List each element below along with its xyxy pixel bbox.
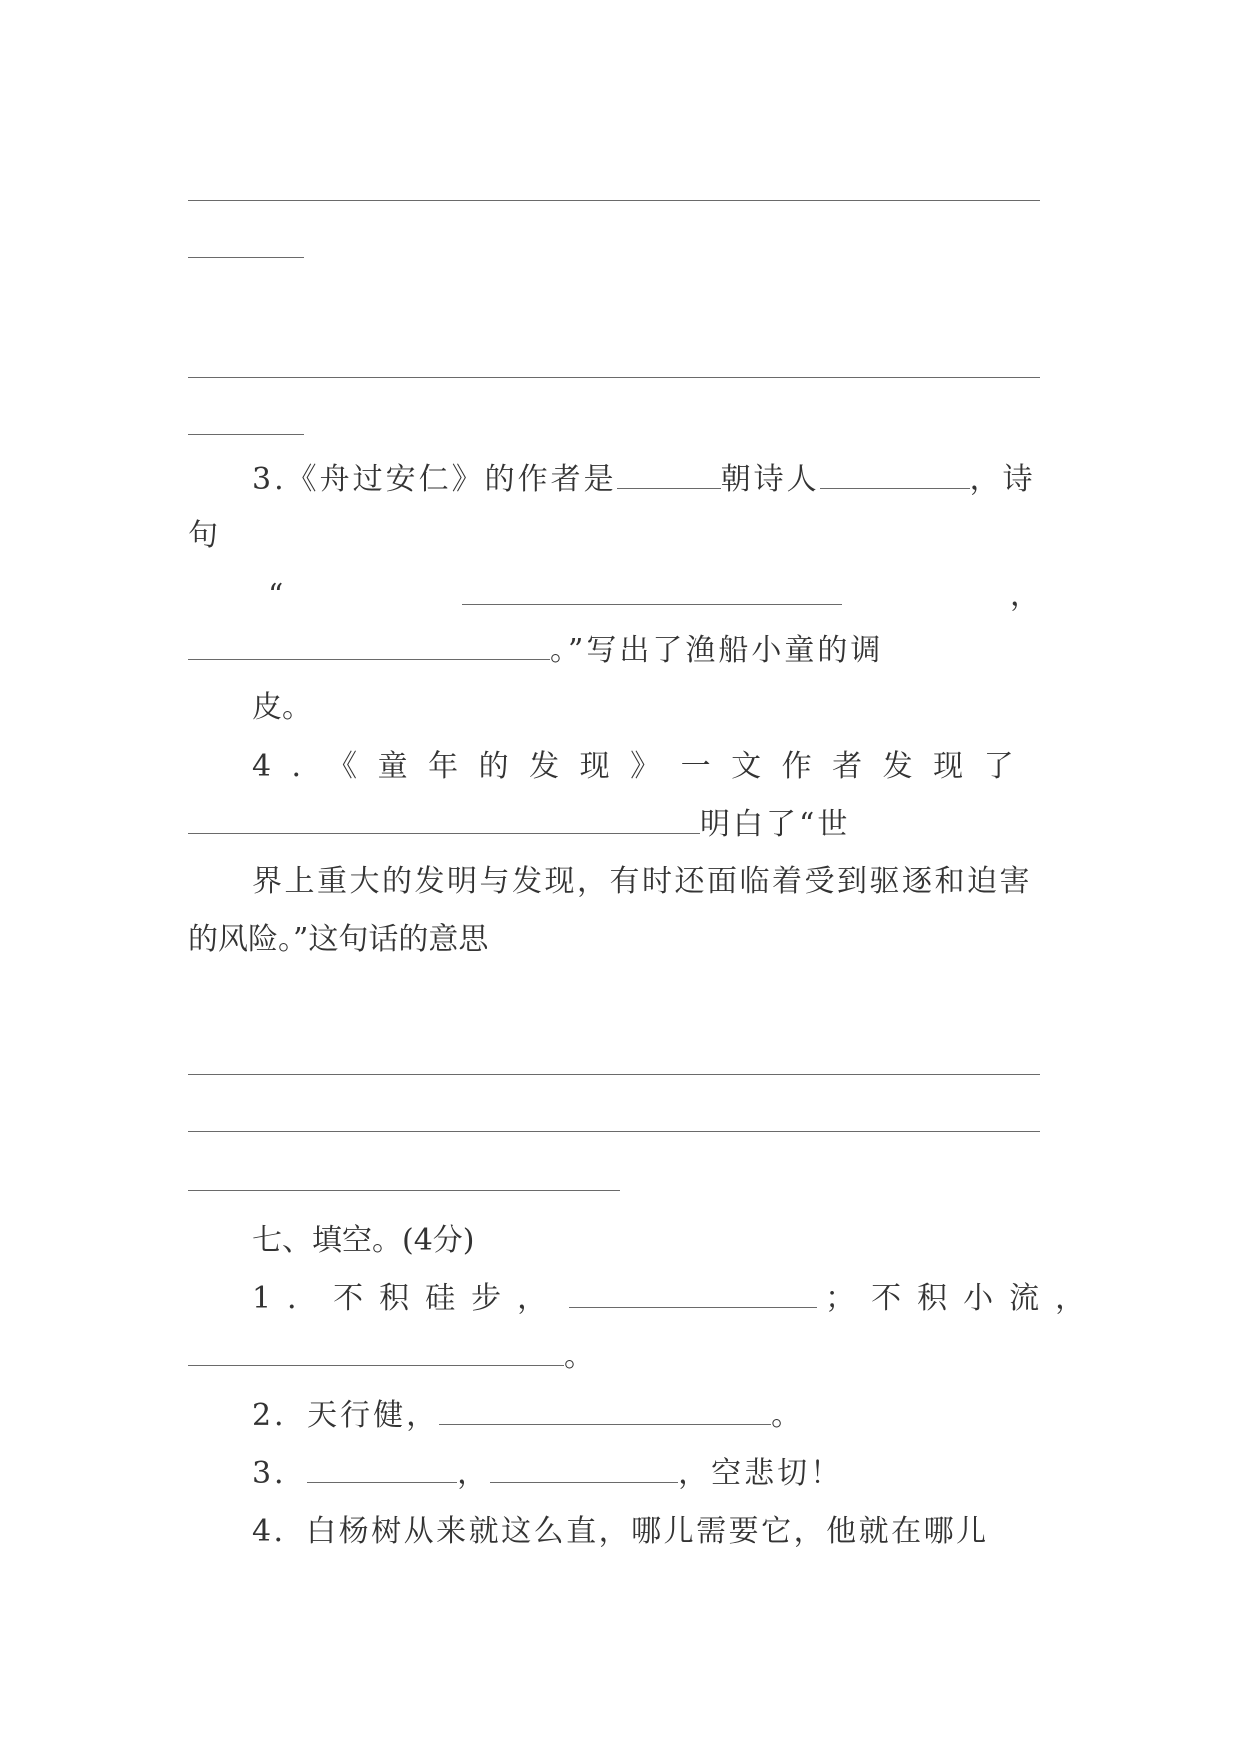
question-3-text: 朝诗人 — [720, 462, 820, 497]
fill-item-1-line-2 — [188, 1337, 594, 1377]
fill-item-3 — [252, 1454, 843, 1494]
question-3-line-5 — [252, 688, 312, 728]
open-quote: “ — [268, 578, 284, 613]
answer-line[interactable] — [188, 257, 304, 258]
question-3-text: 。”写出了渔船小童的调 — [550, 633, 884, 668]
fill-item-text: 。 — [564, 1339, 594, 1374]
fill-item-text: 1．不积硅步， — [252, 1281, 564, 1316]
fill-blank-3[interactable] — [439, 1402, 771, 1425]
fill-item-4 — [252, 1512, 989, 1552]
question-3-line-1 — [252, 460, 1036, 500]
question-3-line-3 — [268, 576, 283, 616]
question-3-text: 皮。 — [252, 690, 312, 725]
answer-line[interactable] — [188, 1074, 1040, 1075]
fill-item-text: ；不积小流， — [825, 1281, 1102, 1316]
question-3-comma — [1010, 576, 1040, 616]
comma: ， — [1010, 578, 1040, 613]
question-4-line-3 — [252, 862, 1032, 902]
fill-item-text: 4．白杨树从来就这么直，哪儿需要它，他就在哪儿 — [252, 1514, 989, 1549]
question-4-text: 明白了“世 — [700, 807, 851, 842]
fill-blank-1[interactable] — [569, 1285, 817, 1308]
fill-blank-2[interactable] — [188, 1343, 564, 1366]
answer-line[interactable] — [188, 1131, 1040, 1132]
question-4-line-4 — [188, 920, 488, 960]
fill-blank-4[interactable] — [307, 1460, 457, 1483]
fill-item-text: 。 — [771, 1398, 805, 1433]
fill-item-text: ， — [457, 1456, 491, 1491]
answer-line[interactable] — [188, 377, 1040, 378]
answer-line[interactable] — [188, 1190, 620, 1191]
question-3-line-2 — [188, 516, 218, 556]
fill-item-text: 3． — [252, 1456, 308, 1491]
question-4-text: 4．《童年的发现》一文作者发现了 — [252, 749, 1035, 784]
section-7-heading — [252, 1221, 475, 1261]
fill-item-1-line-1 — [252, 1279, 1101, 1319]
fill-item-text: ，空悲切！ — [678, 1456, 844, 1491]
question-4-line-1 — [252, 747, 1034, 787]
dynasty-blank[interactable] — [617, 466, 721, 489]
answer-line[interactable] — [188, 200, 1040, 201]
fill-item-2 — [252, 1396, 804, 1436]
fill-item-text: 2．天行健， — [252, 1398, 440, 1433]
question-4-text: 的风险。”这句话的意思 — [188, 922, 489, 957]
question-4-line-2 — [188, 805, 850, 845]
question-3-text: ，诗 — [969, 462, 1036, 497]
verse-blank-2[interactable] — [188, 637, 550, 660]
fill-blank-5[interactable] — [490, 1460, 678, 1483]
question-4-text: 界上重大的发明与发现，有时还面临着受到驱逐和迫害 — [252, 864, 1032, 899]
verse-blank-1[interactable] — [462, 582, 842, 605]
section-heading: 七、填空。(4分) — [252, 1223, 475, 1258]
poet-blank[interactable] — [820, 466, 970, 489]
question-3-text: 句 — [188, 518, 218, 553]
question-3-line-4 — [188, 631, 883, 671]
question-3-text: 3.《舟过安仁》的作者是 — [252, 462, 617, 497]
discovery-blank[interactable] — [188, 811, 700, 834]
answer-line[interactable] — [188, 434, 304, 435]
